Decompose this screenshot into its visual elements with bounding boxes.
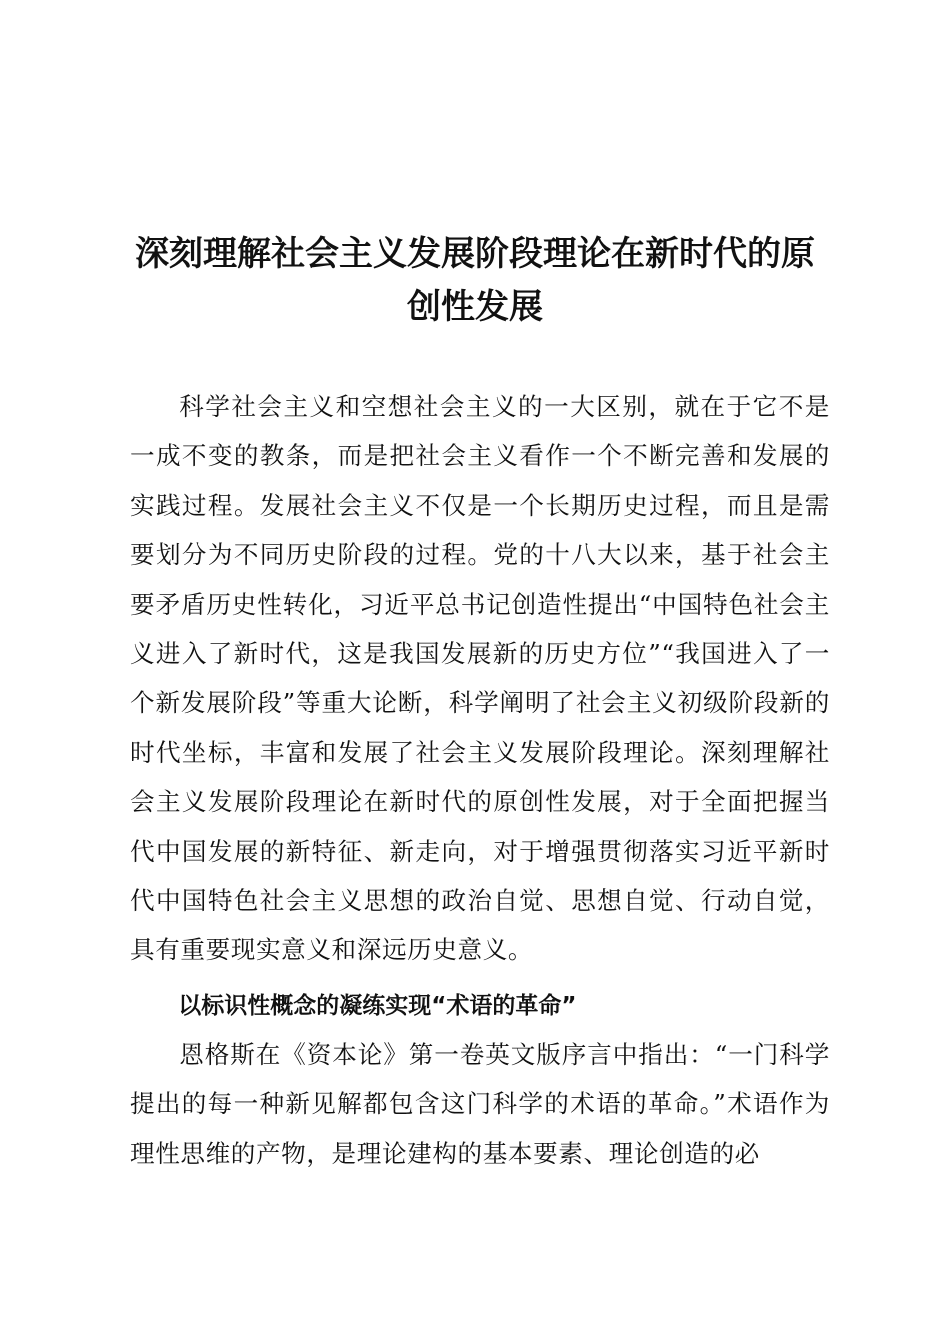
section-heading: 以标识性概念的凝练实现“术语的革命” [178,993,577,1019]
document-title: 深刻理解社会主义发展阶段理论在新时代的原创性发展 [135,234,815,327]
body-paragraph: 科学社会主义和空想社会主义的一大区别，就在于它不是一成不变的教条，而是把社会主义看作一个不断完善和发展的实践过程。发展社会主义不仅是一个长期历史过程，而且是需要划分为不同历史阶段的过程。党的十八大以来，基于社会主要矛盾历史性转化，习近平总书记创造性提出“中国特色社会主义进入了新时代，这是我国发展新的历史方位”“我国进入了一个新发展阶段”等重大论断，科学阐明了社会主义初级阶段新的时代坐标，丰富和发展了社会主义发展阶段理论。深刻理解社会主义发展阶段理论在新时代的原创性发展，对于全面把握当代中国发展的新特征、新走向，对于增强贯彻落实习近平新时代中国特色社会主义思想的政治自觉、思想自觉、行动自觉，具有重要现实意义和深远历史意义。 [130,392,830,965]
body-paragraph: 恩格斯在《资本论》第一卷英文版序言中指出：“一门科学提出的每一种新见解都包含这门科学的术语的革命。”术语作为理性思维的产物，是理论建构的基本要素、理论创造的必 [130,1040,830,1168]
